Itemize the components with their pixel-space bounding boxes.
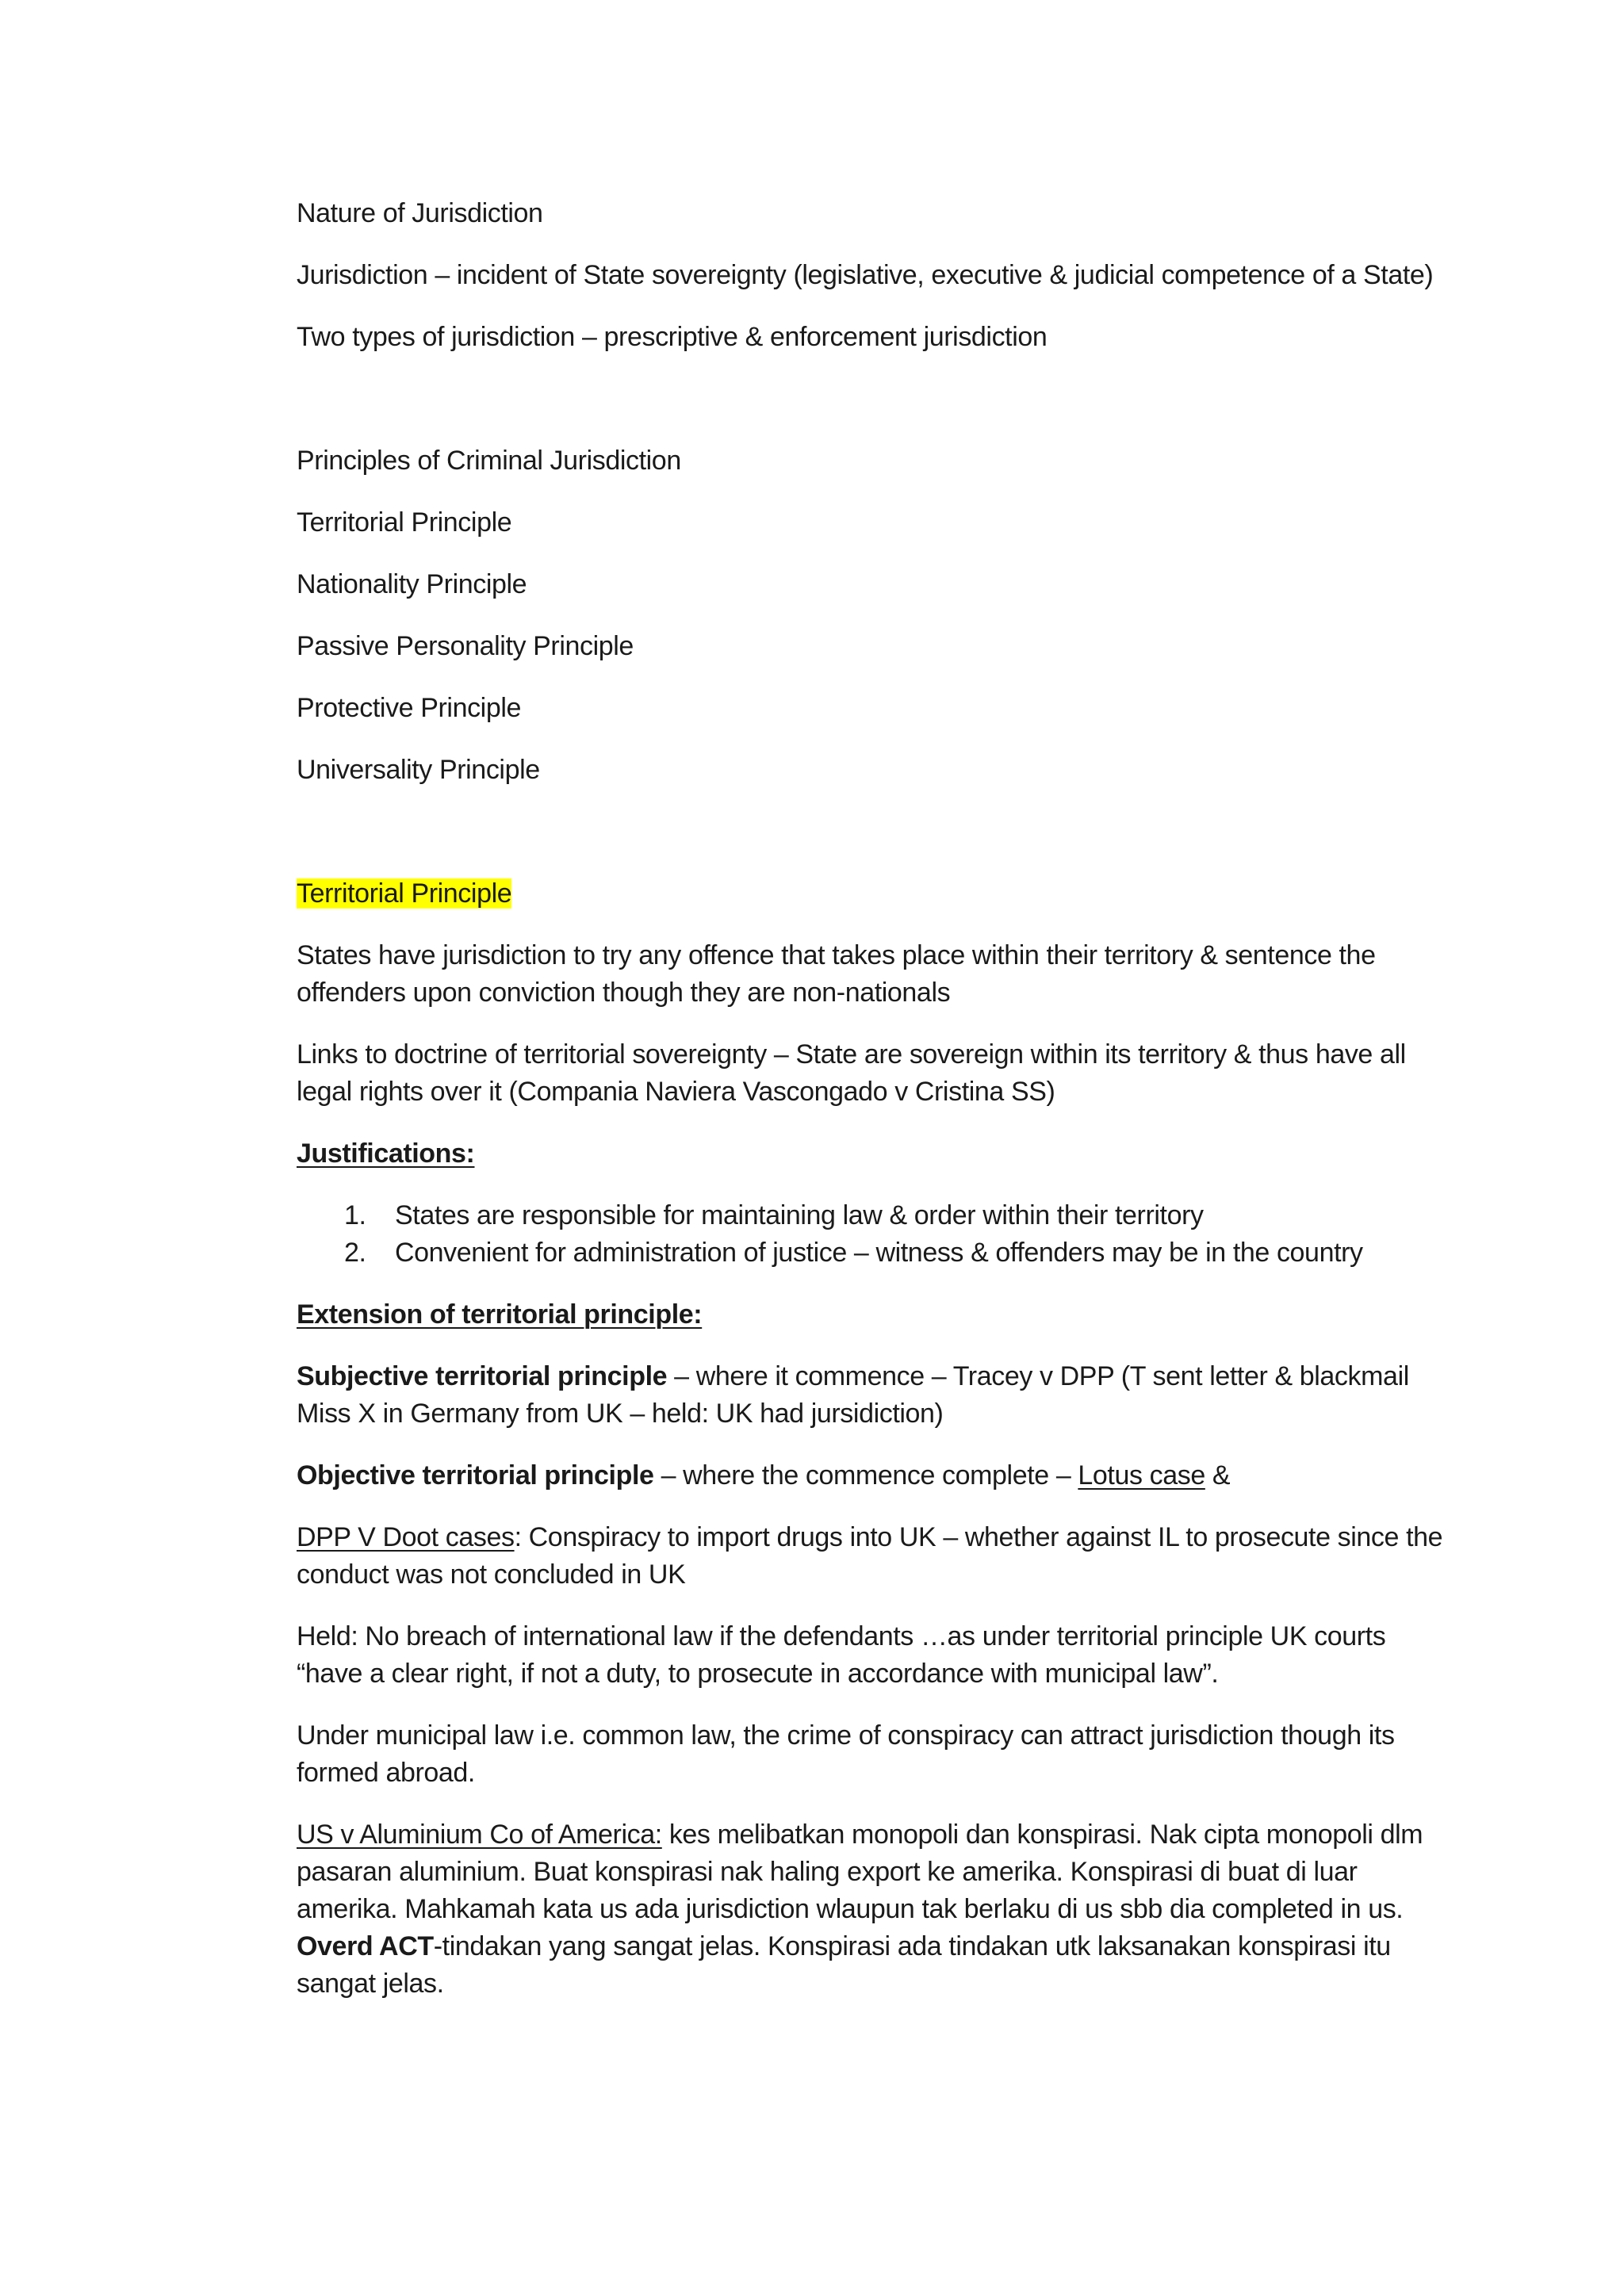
alcoa-case: US v Aluminium Co of America:: [297, 1820, 662, 1850]
section-spacer: [297, 381, 1446, 442]
principle-item-territorial: Territorial Principle: [297, 507, 512, 538]
held-paragraph: Held: No breach of international law if the defendants …as under territorial principle UK courts “have a clear right, if not a duty, to prosecute in accordance with municipal law”.: [297, 1621, 1386, 1689]
section-spacer: [297, 813, 1446, 875]
overt-act-text: -tindakan yang sangat jelas. Konspirasi ada tindakan utk laksanakan konspirasi itu sangat jelas.: [297, 1931, 1391, 1999]
justifications-heading: Justifications:: [297, 1138, 475, 1169]
municipal-paragraph: Under municipal law i.e. common law, the crime of conspiracy can attract jurisdiction though its formed abroad.: [297, 1720, 1395, 1788]
extension-heading: Extension of territorial principle:: [297, 1299, 703, 1330]
subjective-principle: [297, 1358, 1446, 1433]
alcoa-paragraph: [297, 1816, 1446, 2003]
nature-definition: Jurisdiction – incident of State sovereignty (legislative, executive & judicial competence of a State): [297, 260, 1434, 290]
nature-title: Nature of Jurisdiction: [297, 198, 543, 228]
overt-act-label: Overd ACT: [297, 1931, 434, 1961]
list-number: 1.: [344, 1200, 366, 1230]
principle-item-universality: Universality Principle: [297, 755, 540, 785]
territorial-definition: States have jurisdiction to try any offence that takes place within their territory & sentence the offenders upon conviction though they are non-nationals: [297, 940, 1376, 1008]
doot-paragraph: [297, 1519, 1446, 1594]
territorial-heading: [297, 875, 1446, 913]
highlighted-heading: Territorial Principle: [297, 878, 512, 909]
jurisdiction-types: Two types of jurisdiction – prescriptive & enforcement jurisdiction: [297, 322, 1048, 352]
principle-item-passive-personality: Passive Personality Principle: [297, 631, 634, 661]
doot-text: : Conspiracy to import drugs into UK – whether against IL to prosecute since the conduct was not concluded in UK: [297, 1522, 1443, 1590]
subjective-label: Subjective territorial principle: [297, 1361, 668, 1391]
objective-tail: &: [1205, 1460, 1231, 1490]
alcoa-text: kes melibatkan monopoli dan konspirasi. Nak cipta monopoli dlm pasaran aluminium. Buat konspirasi nak haling export ke amerika. Konspirasi di buat di luar amerika. Mahkamah kata us ada jurisdiction wlaupun tak berlaku di us sbb dia completed in us.: [297, 1820, 1423, 1924]
justifications-list: [297, 1197, 1446, 1272]
list-item-text: Convenient for administration of justice – witness & offenders may be in the country: [395, 1238, 1363, 1268]
list-item: [297, 1234, 1446, 1272]
lotus-case: Lotus case: [1078, 1460, 1205, 1490]
territorial-sovereignty: Links to doctrine of territorial sovereignty – State are sovereign within its territory & thus have all legal rights over it (Compania Naviera Vascongado v Cristina SS): [297, 1039, 1406, 1107]
objective-principle: [297, 1457, 1446, 1494]
objective-label: Objective territorial principle: [297, 1460, 654, 1490]
list-item-text: States are responsible for maintaining law & order within their territory: [395, 1200, 1204, 1230]
subjective-text: – where it commence – Tracey v DPP (T sent letter & blackmail Miss X in Germany from UK – held: UK had jursidiction): [297, 1361, 1409, 1429]
objective-text: – where the commence complete –: [653, 1460, 1078, 1490]
principle-item-protective: Protective Principle: [297, 693, 522, 723]
document-body: [297, 195, 1446, 2027]
list-item: [297, 1197, 1446, 1234]
principle-item-nationality: Nationality Principle: [297, 569, 527, 599]
doot-case: DPP V Doot cases: [297, 1522, 515, 1552]
list-number: 2.: [344, 1238, 366, 1268]
principles-title: Principles of Criminal Jurisdiction: [297, 446, 681, 476]
